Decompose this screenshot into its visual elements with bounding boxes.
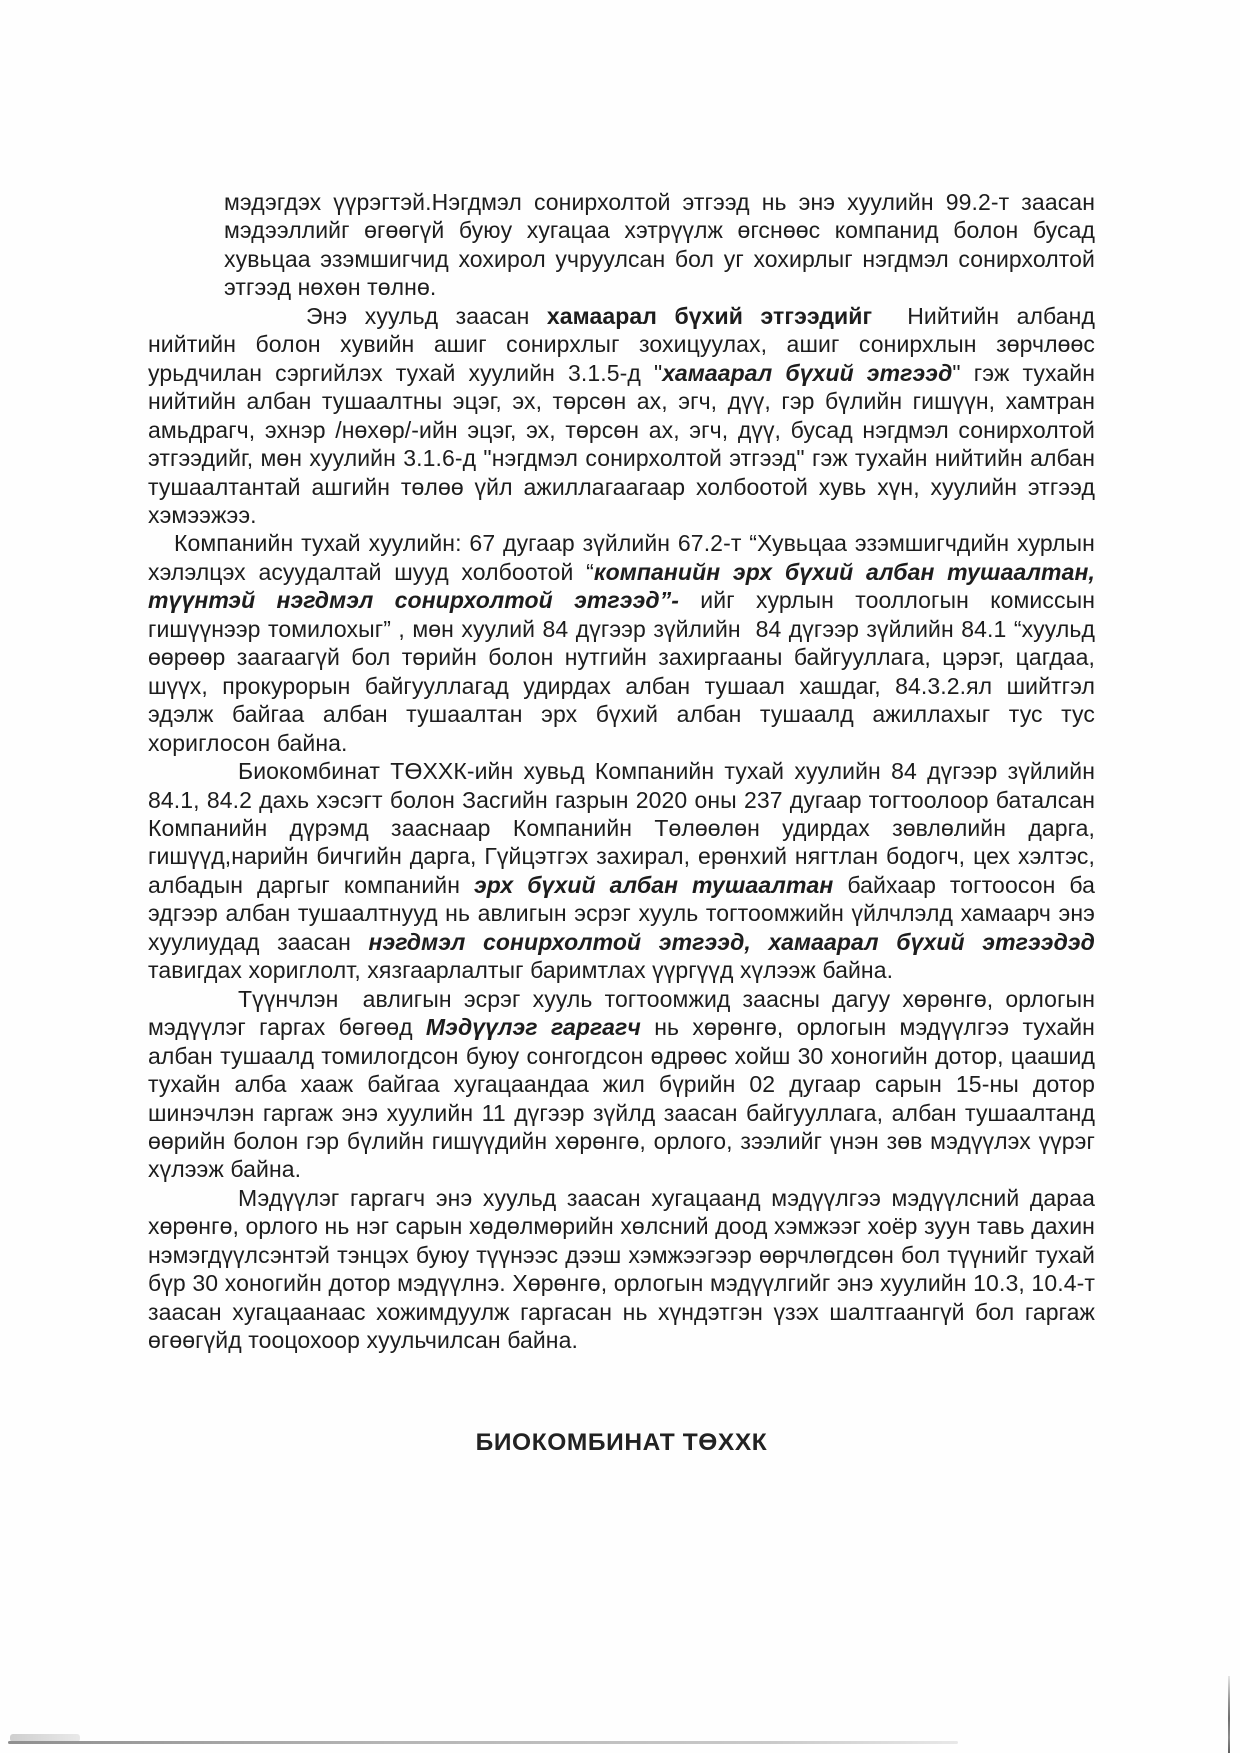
- text-run: Мэдүүлэг гаргагч энэ хуульд заасан хугацаанд мэдүүлгээ мэдүүлсний дараа хөрөнгө, орлого нь нэг сарын хөдөлмөрийн хөлсний доод хэмжээг хоёр зуун тавь дахин нэмэгдүүлсэнтэй тэнцэх буюу түүнээс дээш хэмжээгээр өөрчлөгдсөн бол түүнийг тухай бүр 30 хоногийн дотор мэдүүлнэ. Хөрөнгө, орлогын мэдүүлгийг энэ хуулийн 10.3, 10.4-т заасан хугацаанаас хожимдуулж гаргасан нь хүндэтгэн үзэх шалтгаангүй бол гаргаж өгөөгүйд тооцохоор хуульчилсан байна.: [148, 1184, 1102, 1354]
- text-run: нэгдмэл сонирхолтой этгээд, хамаарал бүхий этгээдэд: [368, 928, 1095, 955]
- text-run: хамаарал бүхий этгээдийг: [546, 302, 873, 329]
- paragraph: [148, 188, 1102, 302]
- text-run: Мэдүүлэг гаргагч: [425, 1014, 641, 1041]
- text-run: Биокомбинат ТӨХХК-ийн хувьд Компанийн тухай хуулийн 84 дүгээр зүйлийн 84.1, 84.2 дахь хэсэгт болон Засгийн газрын 2020 оны 237 дугаар тогтоолоор баталсан Компанийн дүрэмд зааснаар Компанийн Төлөөлөн удирдах зөвлөлийн дарга, гишүүд,нарийн бичгийн дарга, Гүйцэтгэх захирал, ерөнхий нягтлан бодогч, цех хэлтэс, албадын даргыг компанийн: [148, 758, 1102, 898]
- text-run: Нийтийн албанд нийтийн болон хувийн ашиг сонирхлыг зохицуулах, ашиг сонирхлын зөрчлөөс урьдчилан сэргийлэх тухай хуулийн 3.1.5-д ": [148, 302, 1102, 386]
- text-run: Компанийн тухай хуулийн: 67 дугаар зүйлийн 67.2-т “Хувьцаа эзэмшигчдийн хурлын хэлэлцэх асуудалтай шууд холбоотой “: [148, 530, 1102, 585]
- text-run: байхаар тогтоосон ба эдгээр албан тушаалтнууд нь авлигын эсрэг хууль тогтоомжийн үйлчлэлд хамаарч энэ хуулиудад заасан: [148, 871, 1102, 955]
- paragraph: [148, 757, 1102, 985]
- paragraph: [148, 1184, 1102, 1355]
- paragraph: [148, 529, 1102, 757]
- paragraph: [148, 985, 1102, 1184]
- text-run: хамаарал бүхий этгээд: [662, 359, 953, 386]
- document-body: [148, 188, 1102, 1457]
- scan-right-edge-artifact: [1228, 1676, 1230, 1753]
- scan-bottom-line-artifact: [8, 1741, 958, 1744]
- text-run: нь хөрөнгө, орлогын мэдүүлгээ тухайн албан тушаалд томилогдсон буюу сонгогдсон өдрөөс хойш 30 хоногийн дотор, цаашид тухайн алба хааж байгаа хугацаандаа жил бүрийн 02 дугаар сарын 15-ны дотор шинэчлэн гаргаж энэ хуулийн 11 дүгээр зүйлд заасан байгууллага, албан тушаалтанд өөрийн болон гэр бүлийн гишүүдийн хөрөнгө, орлого, зээлийг үнэн зөв мэдүүлэх үүрэг хүлээж байна.: [148, 1014, 1102, 1183]
- company-signature: БИОКОМБИНАТ ТӨХХК: [475, 1428, 768, 1456]
- text-run: мэдэгдэх үүрэгтэй.Нэгдмэл сонирхолтой этгээд нь энэ хуулийн 99.2-т заасан мэдээллийг өгөөгүй буюу хугацаа хэтрүүлж өгснөөс компанид болон бусад хувьцаа эзэмшигчид хохирол учруулсан бол уг хохирлыг нэгдмэл сонирхолтой этгээд нөхөн төлнө.: [224, 189, 1102, 301]
- text-run: компанийн эрх бүхий албан тушаалтан, түүнтэй нэгдмэл сонирхолтой этгээд”-: [148, 558, 1102, 614]
- paragraph: [148, 302, 1102, 530]
- text-run: эрх бүхий албан тушаалтан: [473, 871, 834, 898]
- text-run: " гэж тухайн нийтийн албан тушаалтны эцэг, эх, төрсөн ах, эгч, дүү, гэр бүлийн гишүүн, хамтран амьдрагч, эхнэр /нөхөр/-ийн эцэг, эх, төрсөн ах, эгч, дүү, бусад нэгдмэл сонирхолтой этгээдийг, мөн хуулийн 3.1.6-д "нэгдмэл сонирхолтой этгээд" гэж тухайн нийтийн албан тушаалтантай ашгийн төлөө үйл ажиллагаагаар холбоотой хувь хүн, хуулийн этгээд хэмээжээ.: [148, 359, 1102, 528]
- text-run: ийг хурлын тооллогын комиссын гишүүнээр томилохыг” , мөн хуулий 84 дүгээр зүйлийн 84 дүгээр зүйлийн 84.1 “хуульд өөрөөр заагаагүй бол төрийн болон нутгийн захиргааны байгууллага, цэрэг, цагдаа, шүүх, прокурорын байгууллагад удирдах албан тушаал хашдаг, 84.3.2.ял шийтгэл эдэлж байгаа албан тушаалтан эрх бүхий албан тушаалд ажиллахыг тус тус хориглосон байна.: [148, 587, 1102, 756]
- text-run: Түүнчлэн авлигын эсрэг хууль тогтоомжид заасны дагуу хөрөнгө, орлогын мэдүүлэг гаргах бөгөөд: [148, 985, 1102, 1041]
- text-run: Энэ хуульд заасан: [306, 302, 547, 329]
- text-run: тавигдах хориглолт, хязгаарлалтыг баримтлах үүргүүд хүлээж байна.: [148, 928, 1102, 984]
